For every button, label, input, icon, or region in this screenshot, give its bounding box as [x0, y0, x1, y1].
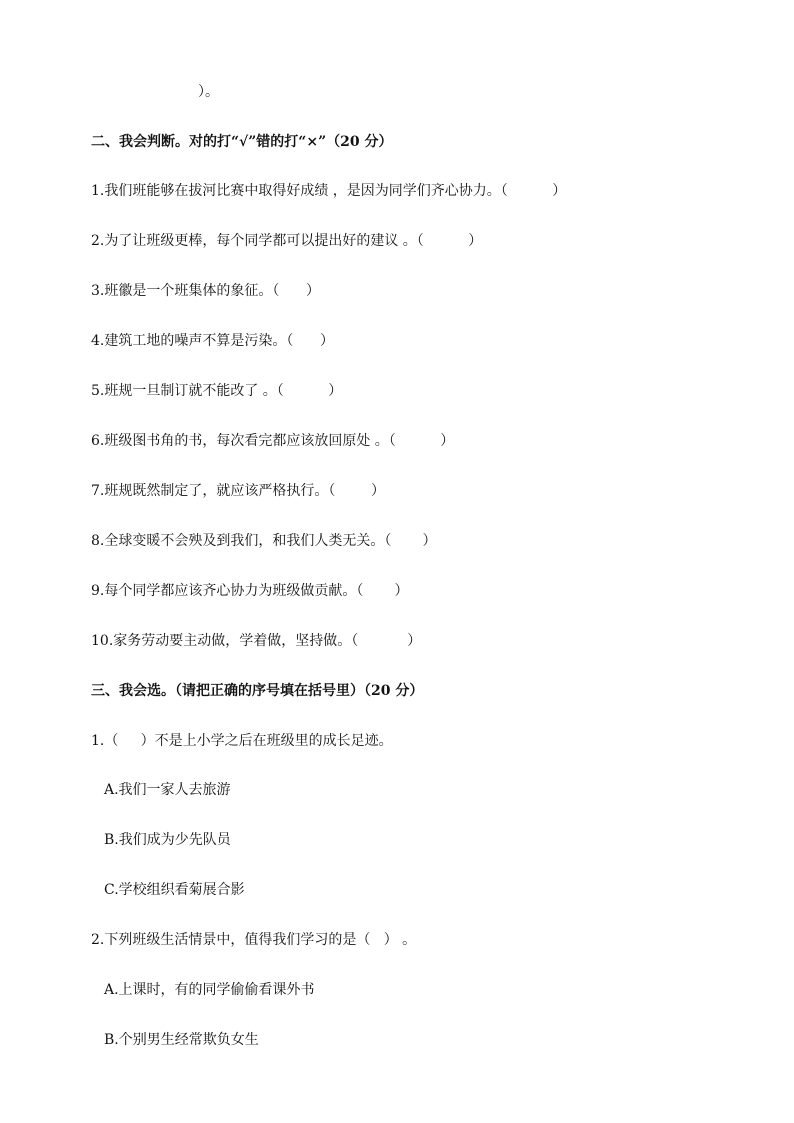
- choice-question-1-option-b: B.我们成为少先队员: [104, 832, 231, 848]
- judgement-item-1: 1.我们班能够在拔河比赛中取得好成绩 ，是因为同学们齐心协力。（ ）: [91, 183, 567, 199]
- section-3-heading: 三、我会选。（请把正确的序号填在括号里）（20 分）: [91, 683, 424, 699]
- choice-question-2-stem: 2.下列班级生活情景中，值得我们学习的是（ ） 。: [91, 932, 417, 948]
- judgement-item-2: 2.为了让班级更棒，每个同学都可以提出好的建议 。（ ）: [91, 233, 483, 249]
- choice-question-1-option-a: A.我们一家人去旅游: [104, 782, 231, 798]
- section-2-heading: 二、我会判断。对的打“√”错的打“×”（20 分）: [91, 134, 393, 150]
- judgement-item-4: 4.建筑工地的噪声不算是污染。（ ）: [91, 333, 335, 349]
- judgement-item-9: 9.每个同学都应该齐心协力为班级做贡献。（ ）: [91, 583, 409, 599]
- judgement-item-8: 8.全球变暖不会殃及到我们，和我们人类无关。（ ）: [91, 533, 437, 549]
- previous-question-continuation: ）。: [198, 84, 219, 100]
- choice-question-1-stem: 1.（ ）不是上小学之后在班级里的成长足迹。: [91, 733, 393, 749]
- choice-question-2-option-b: B.个别男生经常欺负女生: [104, 1032, 259, 1048]
- judgement-item-7: 7.班规既然制定了，就应该严格执行。（ ）: [91, 483, 385, 499]
- judgement-item-10: 10.家务劳动要主动做，学着做，坚持做。（ ）: [91, 633, 422, 649]
- judgement-item-5: 5.班规一旦制订就不能改了 。（ ）: [91, 383, 343, 399]
- choice-question-1-option-c: C.学校组织看菊展合影: [104, 882, 245, 898]
- judgement-item-6: 6.班级图书角的书，每次看完都应该放回原处 。（ ）: [91, 433, 455, 449]
- judgement-item-3: 3.班徽是一个班集体的象征。（ ）: [91, 283, 321, 299]
- choice-question-2-option-a: A.上课时，有的同学偷偷看课外书: [104, 982, 315, 998]
